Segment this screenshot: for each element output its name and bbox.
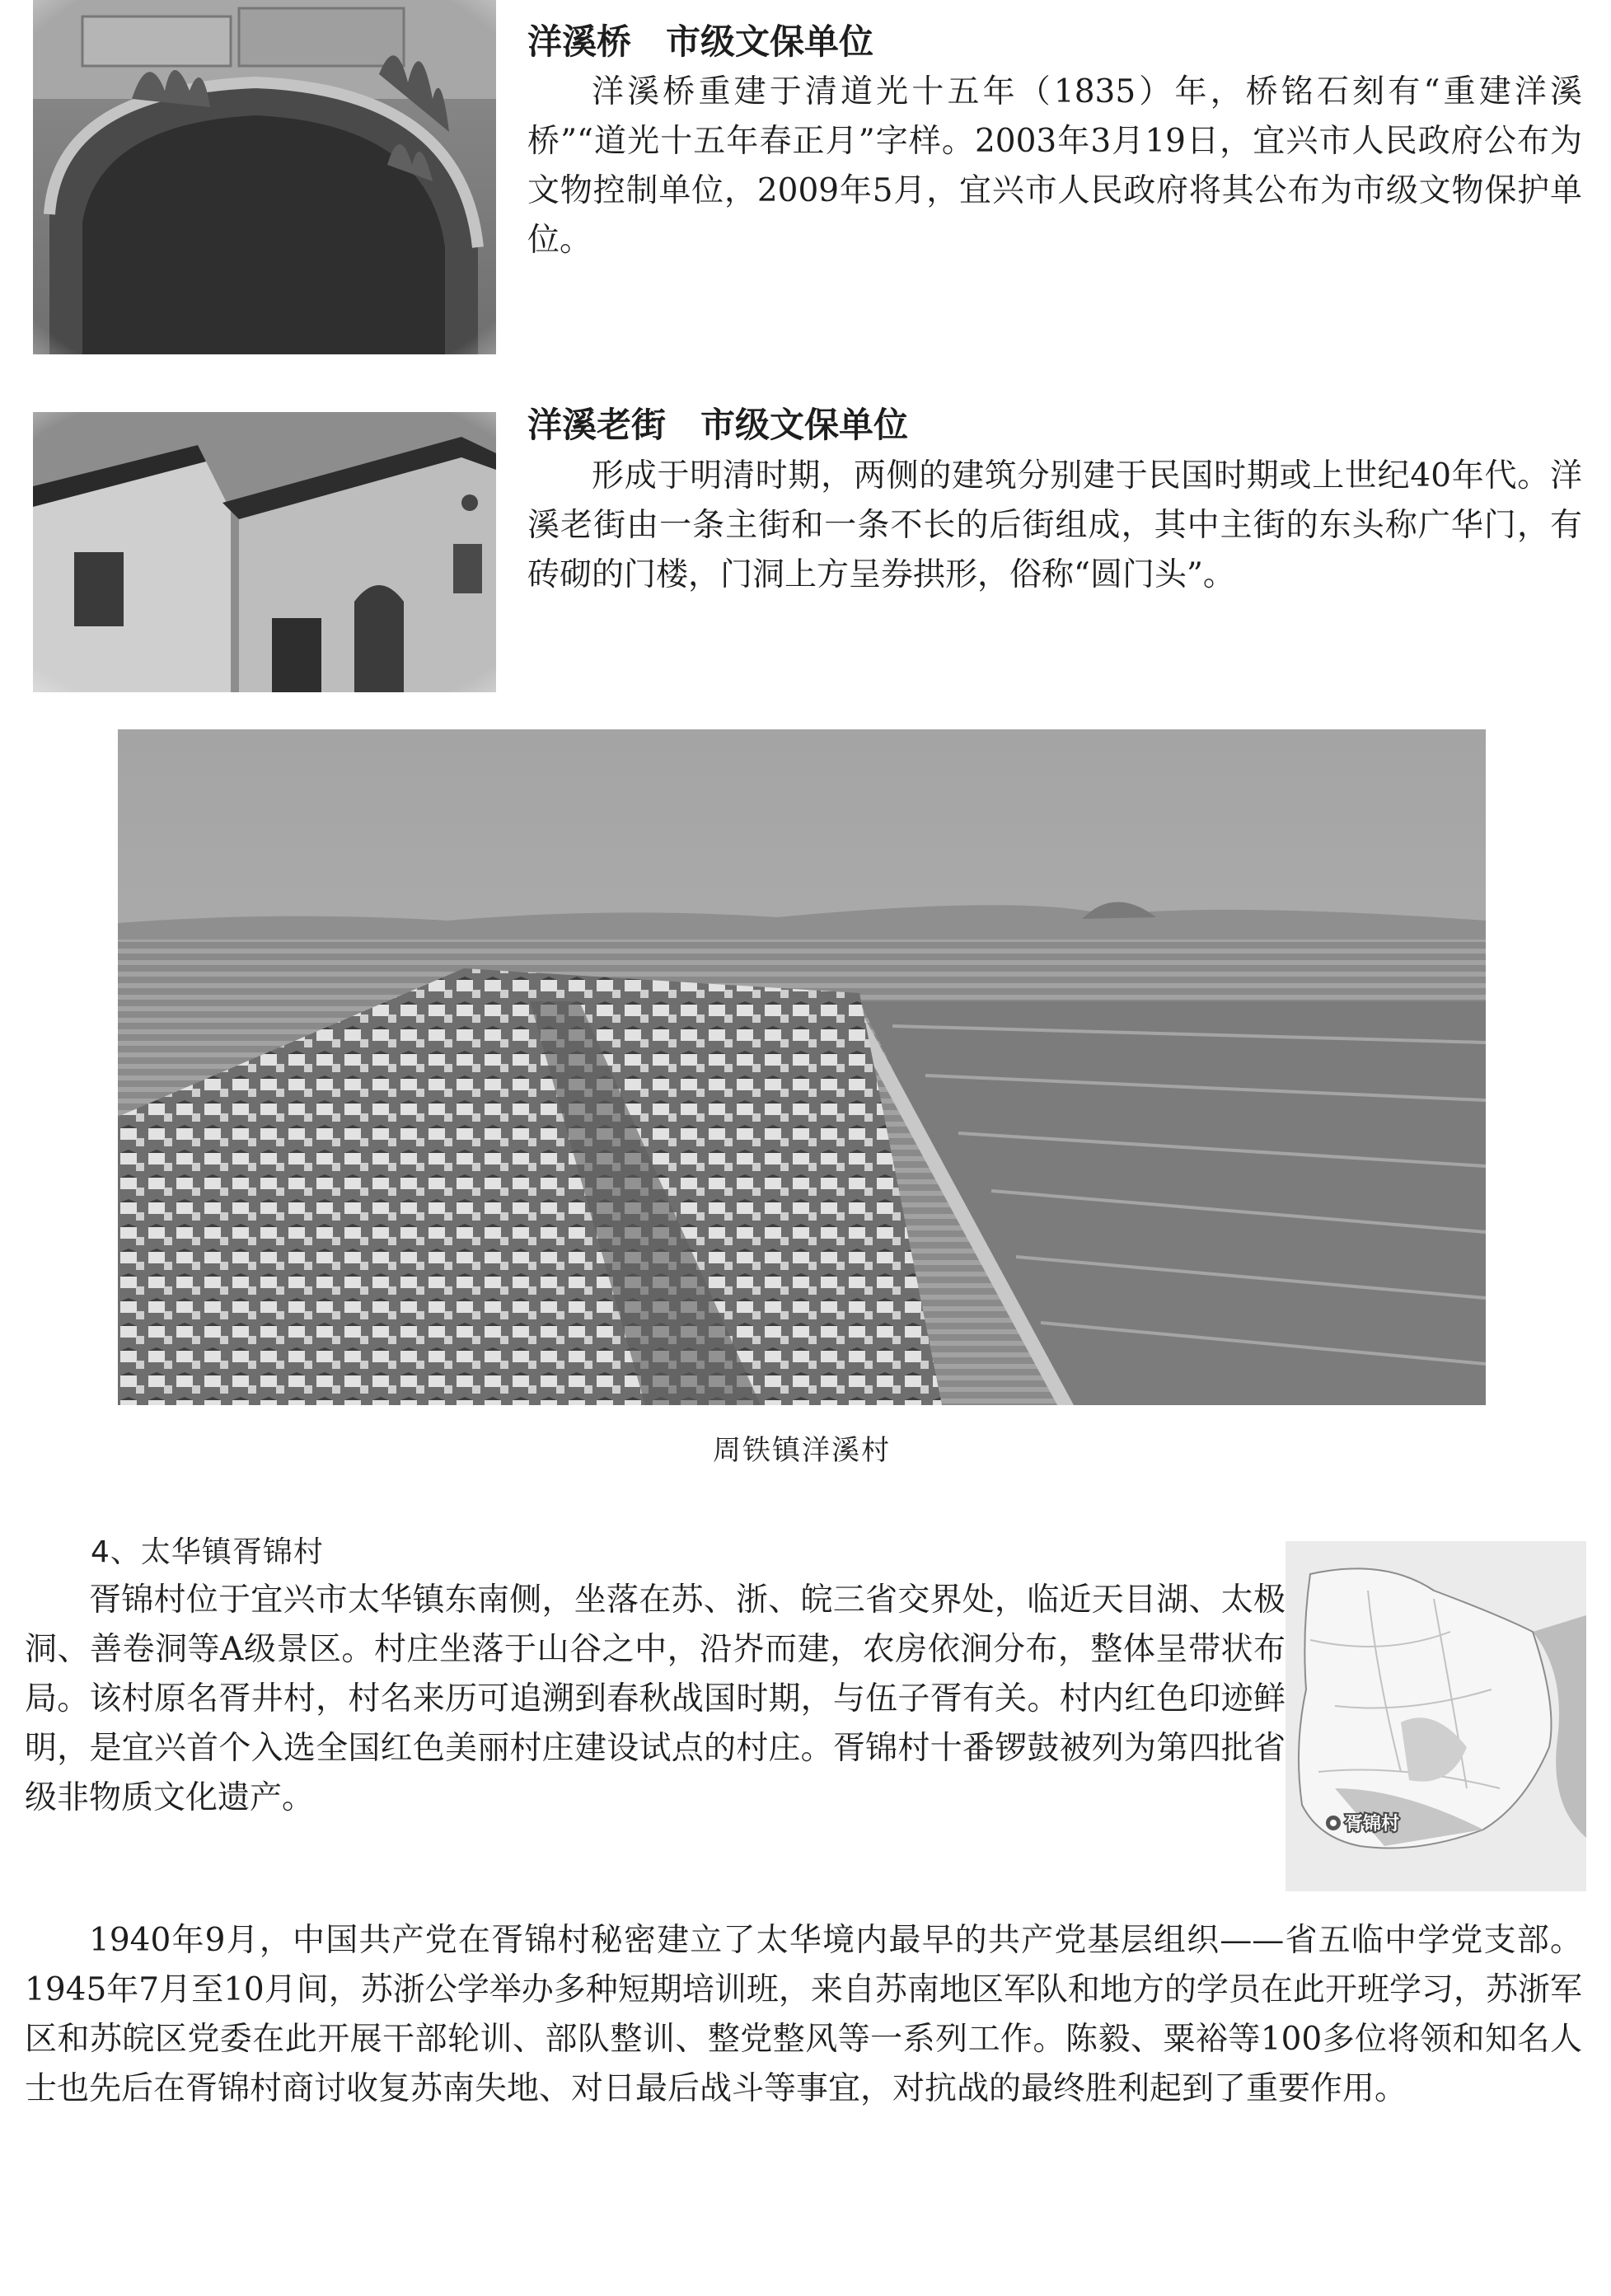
old-street-photo [33, 412, 496, 692]
bridge-title: 洋溪桥 市级文保单位 [527, 21, 874, 62]
map-image [1286, 1541, 1586, 1891]
history-paragraph: 1940年9月，中国共产党在胥锦村秘密建立了太华境内最早的共产党基层组织——省五临中学党支部。1945年7月至10月间，苏浙公学举办多种短期培训班，来自苏南地区军队和地方的学员在此开班学习，苏浙军区和苏皖区党委在此开展干部轮训、部队整训、整党整风等一系列工作。陈毅、粟裕等100多位将领和知名人士也先后在胥锦村商讨收复苏南失地、对日最后战斗等事宜，对抗战的最终胜利起到了重要作用。 [25, 1922, 1582, 2107]
old-street-title: 洋溪老街 市级文保单位 [527, 405, 909, 445]
aerial-image [118, 729, 1486, 1405]
bridge-description: 洋溪桥重建于清道光十五年（1835）年，桥铭石刻有“重建洋溪桥”“道光十五年春正月”字样。2003年3月19日，宜兴市人民政府公布为文物控制单位，2009年5月，宜兴市人民政府将其公布为市级文物保护单位。 [527, 73, 1582, 259]
bridge-image [33, 0, 496, 354]
old-street-image [33, 412, 496, 692]
xujin-description: 胥锦村位于宜兴市太华镇东南侧，坐落在苏、浙、皖三省交界处，临近天目湖、太极洞、善卷洞等A级景区。村庄坐落于山谷之中，沿岕而建，农房依涧分布，整体呈带状布局。该村原名胥井村，村名来历可追溯到春秋战国时期，与伍子胥有关。村内红色印迹鲜明，是宜兴首个入选全国红色美丽村庄建设试点的村庄。胥锦村十番锣鼓被列为第四批省级非物质文化遗产。 [25, 1581, 1286, 1816]
bridge-photo [33, 0, 496, 354]
aerial-photo [118, 729, 1486, 1405]
map-label: 胥锦村 [1345, 1814, 1400, 1834]
old-street-description: 形成于明清时期，两侧的建筑分别建于民国时期或上世纪40年代。洋溪老街由一条主街和一条不长的后街组成，其中主街的东头称广华门，有砖砌的门楼，门洞上方呈券拱形，俗称“圆门头”。 [527, 457, 1582, 593]
xujin-location-map [1286, 1541, 1586, 1891]
aerial-caption: 周铁镇洋溪村 [713, 1434, 891, 1467]
xujin-heading: 4、太华镇胥锦村 [91, 1535, 324, 1569]
